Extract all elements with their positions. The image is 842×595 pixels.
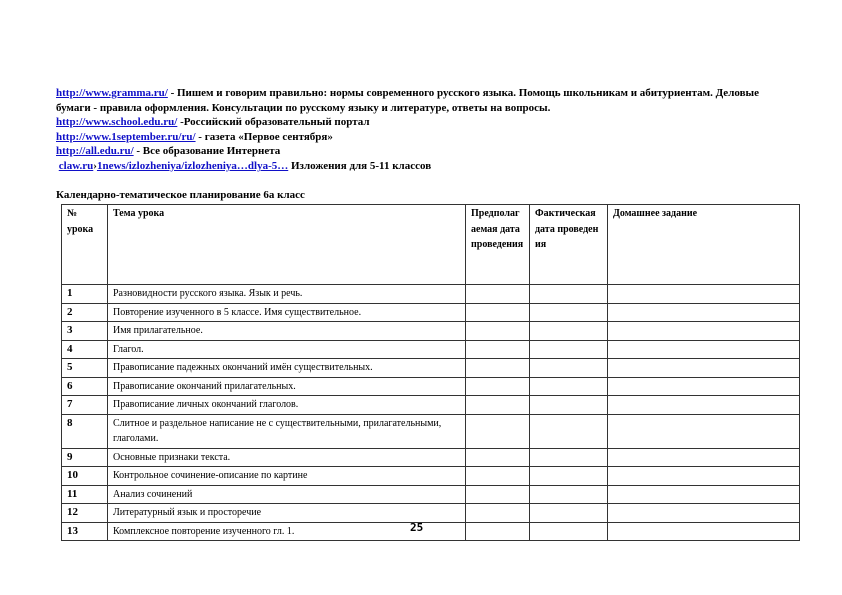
resource-description: - газета «Первое сентября» [195,130,333,143]
resource-item [56,115,796,130]
resource-links [56,86,796,174]
lesson-topic: Глагол. [108,340,466,359]
resource-link[interactable]: 1news/izlozheniya/izlozheniya…dlya-5… [96,159,289,172]
planned-date-cell[interactable] [466,467,530,486]
lesson-topic: Повторение изученного в 5 классе. Имя существительное. [108,303,466,322]
table-row [62,396,800,415]
homework-cell[interactable] [608,359,800,378]
header-lesson-number: № урока [62,205,108,285]
table-row [62,322,800,341]
table-row [62,285,800,304]
lesson-topic: Контрольное сочинение-описание по картине [108,467,466,486]
table-caption: Календарно-тематическое планирование 6а класс [56,189,305,201]
lesson-topic: Правописание падежных окончаний имён существительных. [108,359,466,378]
homework-cell[interactable] [608,377,800,396]
lesson-topic: Разновидности русского языка. Язык и речь. [108,285,466,304]
homework-cell[interactable] [608,340,800,359]
planned-date-cell[interactable] [466,504,530,523]
lesson-topic: Основные признаки текста. [108,448,466,467]
table-row [62,448,800,467]
planned-date-cell[interactable] [466,322,530,341]
homework-cell[interactable] [608,303,800,322]
resource-item [56,86,796,115]
planned-date-cell[interactable] [466,340,530,359]
lesson-number: 8 [62,414,108,448]
planned-date-cell[interactable] [466,285,530,304]
header-lesson-topic: Тема урока [108,205,466,285]
actual-date-cell[interactable] [530,467,608,486]
lesson-number: 9 [62,448,108,467]
actual-date-cell[interactable] [530,285,608,304]
actual-date-cell[interactable] [530,448,608,467]
lesson-number: 3 [62,322,108,341]
planned-date-cell[interactable] [466,377,530,396]
homework-cell[interactable] [608,396,800,415]
resource-item [56,159,796,174]
lesson-number: 5 [62,359,108,378]
resource-link[interactable]: http://all.edu.ru/ [56,145,134,158]
resource-item [56,144,796,159]
lesson-number: 1 [62,285,108,304]
actual-date-cell[interactable] [530,504,608,523]
homework-cell[interactable] [608,285,800,304]
page-number: 25 [410,521,424,534]
resource-description: Изложения для 5-11 классов [288,159,432,172]
lesson-number: 12 [62,504,108,523]
lesson-number: 6 [62,377,108,396]
table-row [62,504,800,523]
lesson-topic: Правописание окончаний прилагательных. [108,377,466,396]
lesson-topic: Комплексное повторение изученного гл. 1. [108,522,466,541]
table-row [62,377,800,396]
lesson-plan-table [61,204,800,541]
actual-date-cell[interactable] [530,359,608,378]
lesson-topic: Литературный язык и просторечие [108,504,466,523]
planned-date-cell[interactable] [466,396,530,415]
lesson-number: 13 [62,522,108,541]
actual-date-cell[interactable] [530,340,608,359]
actual-date-cell[interactable] [530,414,608,448]
table-row [62,485,800,504]
lesson-number: 4 [62,340,108,359]
resource-item [56,130,796,145]
table-row [62,359,800,378]
lesson-number: 10 [62,467,108,486]
planned-date-cell[interactable] [466,448,530,467]
table-row [62,340,800,359]
resource-description: -Российский образовательный портал [177,116,370,129]
breadcrumb-separator: › [93,159,97,172]
lesson-topic: Имя прилагательное. [108,322,466,341]
actual-date-cell[interactable] [530,303,608,322]
lesson-topic: Анализ сочинений [108,485,466,504]
actual-date-cell[interactable] [530,322,608,341]
resource-description: - Пишем и говорим правильно: нормы современного русского языка. Помощь школьникам и абитуриентам. Деловые бумаги - правила оформления. Консультации по русскому языку и литературе, ответы на вопросы. [56,87,759,114]
resource-link[interactable]: http://www.1september.ru/ru/ [56,130,196,143]
resource-link[interactable]: http://www.gramma.ru/ [56,87,168,99]
planned-date-cell[interactable] [466,359,530,378]
lesson-number: 7 [62,396,108,415]
actual-date-cell[interactable] [530,485,608,504]
resource-description: - Все образование Интернета [133,145,281,158]
planned-date-cell[interactable] [466,414,530,448]
table-row [62,303,800,322]
planned-date-cell[interactable] [466,522,530,541]
homework-cell[interactable] [608,467,800,486]
resource-link-domain[interactable]: claw.ru [58,159,94,172]
header-actual-date: Фактическая дата проведения [530,205,608,285]
lesson-topic: Слитное и раздельное написание не с существительными, прилагательными, глаголами. [108,414,466,448]
homework-cell[interactable] [608,504,800,523]
table-header-row [62,205,800,285]
actual-date-cell[interactable] [530,396,608,415]
actual-date-cell[interactable] [530,522,608,541]
resource-link[interactable]: http://www.school.edu.ru/ [56,116,178,129]
header-homework: Домашнее задание [608,205,800,285]
lesson-topic: Правописание личных окончаний глаголов. [108,396,466,415]
table-row [62,467,800,486]
planned-date-cell[interactable] [466,303,530,322]
table-row [62,414,800,448]
planned-date-cell[interactable] [466,485,530,504]
header-planned-date: Предполагаемая дата проведения [466,205,530,285]
table-row [62,522,800,541]
homework-cell[interactable] [608,485,800,504]
homework-cell[interactable] [608,322,800,341]
lesson-number: 11 [62,485,108,504]
homework-cell[interactable] [608,414,800,448]
lesson-number: 2 [62,303,108,322]
actual-date-cell[interactable] [530,377,608,396]
homework-cell[interactable] [608,522,800,541]
homework-cell[interactable] [608,448,800,467]
